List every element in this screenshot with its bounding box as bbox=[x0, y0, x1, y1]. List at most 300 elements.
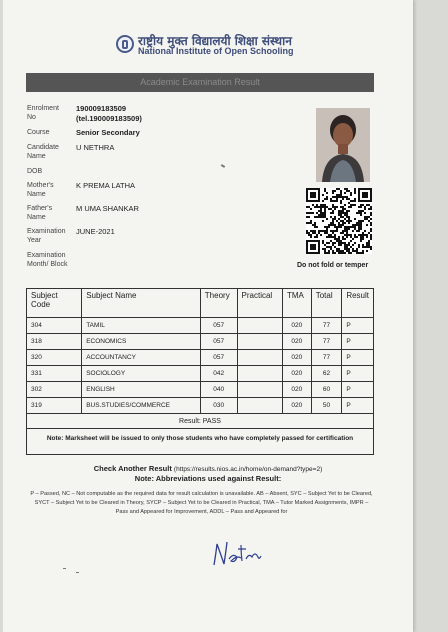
qr-module bbox=[336, 196, 338, 198]
qr-module bbox=[338, 196, 340, 198]
qr-module bbox=[308, 212, 310, 214]
table-row bbox=[27, 334, 374, 350]
qr-module bbox=[346, 236, 348, 238]
qr-module bbox=[336, 206, 338, 208]
qr-module bbox=[338, 244, 340, 246]
table-row bbox=[27, 318, 374, 334]
qr-module bbox=[344, 238, 346, 240]
qr-module bbox=[362, 210, 364, 212]
col-subject-code: Subject Code bbox=[27, 289, 82, 318]
qr-module bbox=[310, 208, 312, 210]
qr-module bbox=[326, 252, 328, 254]
qr-module bbox=[352, 248, 354, 250]
qr-module bbox=[344, 228, 346, 230]
subject-name: TAMIL bbox=[82, 318, 201, 334]
qr-module bbox=[368, 216, 370, 218]
qr-module bbox=[370, 218, 372, 220]
qr-module bbox=[356, 250, 358, 252]
qr-module bbox=[322, 204, 324, 206]
qr-module bbox=[342, 230, 344, 232]
qr-module bbox=[332, 250, 334, 252]
table-row bbox=[27, 382, 374, 398]
qr-module bbox=[306, 232, 308, 234]
qr-module bbox=[364, 208, 366, 210]
qr-module bbox=[362, 244, 364, 246]
qr-module bbox=[336, 200, 338, 202]
qr-module bbox=[342, 252, 344, 254]
theory-marks: 040 bbox=[200, 382, 237, 398]
qr-module bbox=[356, 248, 358, 250]
qr-module bbox=[368, 240, 370, 242]
qr-module bbox=[360, 224, 362, 226]
qr-module bbox=[318, 216, 320, 218]
smudge-mark bbox=[221, 164, 225, 168]
qr-module bbox=[330, 212, 332, 214]
qr-module bbox=[336, 228, 338, 230]
qr-module bbox=[338, 212, 340, 214]
qr-module bbox=[342, 222, 344, 224]
subject-code: 302 bbox=[27, 382, 82, 398]
qr-module bbox=[350, 204, 352, 206]
col-tma: TMA bbox=[282, 289, 311, 318]
qr-module bbox=[314, 206, 316, 208]
qr-module bbox=[326, 226, 328, 228]
qr-module bbox=[348, 202, 350, 204]
table-row bbox=[27, 366, 374, 382]
qr-module bbox=[370, 238, 372, 240]
qr-module bbox=[308, 206, 310, 208]
qr-module bbox=[350, 220, 352, 222]
qr-module bbox=[332, 232, 334, 234]
qr-module bbox=[360, 228, 362, 230]
qr-module bbox=[370, 208, 372, 210]
qr-module bbox=[348, 220, 350, 222]
total-marks: 60 bbox=[311, 382, 342, 398]
dob-label: DOB bbox=[27, 168, 43, 175]
qr-module bbox=[370, 222, 372, 224]
table-row bbox=[27, 398, 374, 414]
qr-module bbox=[310, 220, 312, 222]
qr-module bbox=[306, 222, 308, 224]
marksheet-page bbox=[3, 0, 413, 632]
qr-module bbox=[314, 230, 316, 232]
qr-module bbox=[342, 198, 344, 200]
qr-module bbox=[358, 222, 360, 224]
enrolment-label: Enrolment No bbox=[27, 105, 59, 121]
total-marks: 62 bbox=[311, 366, 342, 382]
qr-module bbox=[350, 226, 352, 228]
subject-code: 331 bbox=[27, 366, 82, 382]
tma-marks: 020 bbox=[282, 334, 311, 350]
qr-module bbox=[314, 216, 316, 218]
qr-module bbox=[338, 226, 340, 228]
marks-table-header bbox=[27, 289, 374, 318]
qr-module bbox=[342, 242, 344, 244]
qr-module bbox=[362, 238, 364, 240]
qr-module bbox=[340, 216, 342, 218]
qr-module bbox=[322, 212, 324, 214]
qr-module bbox=[330, 198, 332, 200]
qr-module bbox=[326, 232, 328, 234]
qr-module bbox=[342, 206, 344, 208]
subject-result: P bbox=[342, 350, 374, 366]
theory-marks: 057 bbox=[200, 334, 237, 350]
qr-module bbox=[346, 196, 348, 198]
qr-module bbox=[342, 196, 344, 198]
marks-table bbox=[26, 288, 374, 414]
qr-module bbox=[344, 196, 346, 198]
subject-code: 320 bbox=[27, 350, 82, 366]
qr-module bbox=[328, 226, 330, 228]
qr-module bbox=[326, 230, 328, 232]
qr-module bbox=[320, 208, 322, 210]
qr-module bbox=[334, 218, 336, 220]
qr-module bbox=[330, 216, 332, 218]
qr-module bbox=[342, 232, 344, 234]
qr-module bbox=[366, 216, 368, 218]
qr-module bbox=[344, 208, 346, 210]
qr-module bbox=[322, 214, 324, 216]
theory-marks: 057 bbox=[200, 350, 237, 366]
qr-module bbox=[350, 236, 352, 238]
qr-module bbox=[330, 236, 332, 238]
qr-module bbox=[344, 244, 346, 246]
hindi-title: राष्ट्रीय मुक्त विद्यालयी शिक्षा संस्थान bbox=[138, 34, 292, 48]
subject-result: P bbox=[342, 334, 374, 350]
qr-module bbox=[322, 220, 324, 222]
qr-module bbox=[320, 216, 322, 218]
qr-module bbox=[366, 224, 368, 226]
qr-module bbox=[364, 212, 366, 214]
qr-module bbox=[366, 204, 368, 206]
practical-marks bbox=[237, 366, 282, 382]
col-subject-name: Subject Name bbox=[82, 289, 201, 318]
qr-module bbox=[346, 234, 348, 236]
qr-module bbox=[322, 240, 324, 242]
col-result: Result bbox=[342, 289, 374, 318]
qr-module bbox=[352, 224, 354, 226]
qr-module bbox=[310, 212, 312, 214]
qr-module bbox=[340, 226, 342, 228]
qr-module bbox=[366, 244, 368, 246]
handwritten-signature bbox=[211, 535, 263, 574]
do-not-fold-note: Do not fold or temper bbox=[297, 262, 369, 269]
qr-module bbox=[310, 222, 312, 224]
qr-module bbox=[342, 250, 344, 252]
qr-module bbox=[354, 198, 356, 200]
qr-module bbox=[364, 206, 366, 208]
qr-module bbox=[324, 188, 326, 190]
subject-result: P bbox=[342, 382, 374, 398]
qr-module bbox=[354, 250, 356, 252]
tma-marks: 020 bbox=[282, 350, 311, 366]
qr-module bbox=[360, 210, 362, 212]
qr-module bbox=[350, 192, 352, 194]
qr-module bbox=[312, 224, 314, 226]
qr-module bbox=[358, 212, 360, 214]
tma-marks: 020 bbox=[282, 366, 311, 382]
qr-module bbox=[326, 206, 328, 208]
qr-module bbox=[338, 252, 340, 254]
qr-module bbox=[358, 226, 360, 228]
qr-module bbox=[360, 220, 362, 222]
qr-module bbox=[326, 246, 328, 248]
qr-module bbox=[360, 214, 362, 216]
qr-module bbox=[336, 248, 338, 250]
qr-module bbox=[340, 190, 342, 192]
qr-module bbox=[362, 232, 364, 234]
qr-module bbox=[370, 248, 372, 250]
qr-module bbox=[348, 242, 350, 244]
qr-module bbox=[334, 252, 336, 254]
qr-finder bbox=[362, 192, 368, 198]
qr-module bbox=[326, 242, 328, 244]
qr-module bbox=[322, 230, 324, 232]
qr-module bbox=[314, 232, 316, 234]
marksheet-note: Note: Marksheet will be issued to only those students who have completely passed for certification bbox=[26, 429, 374, 455]
qr-module bbox=[350, 206, 352, 208]
qr-module bbox=[332, 224, 334, 226]
qr-module bbox=[340, 244, 342, 246]
qr-module bbox=[366, 236, 368, 238]
qr-module bbox=[362, 246, 364, 248]
qr-module bbox=[322, 194, 324, 196]
abbreviations-title: Note: Abbreviations used against Result: bbox=[134, 474, 282, 483]
qr-module bbox=[362, 236, 364, 238]
qr-module bbox=[318, 230, 320, 232]
qr-module bbox=[366, 246, 368, 248]
qr-module bbox=[324, 248, 326, 250]
qr-module bbox=[338, 238, 340, 240]
subject-name: ECONOMICS bbox=[82, 334, 201, 350]
qr-module bbox=[324, 252, 326, 254]
qr-module bbox=[328, 250, 330, 252]
qr-module bbox=[354, 192, 356, 194]
qr-module bbox=[344, 252, 346, 254]
qr-module bbox=[324, 216, 326, 218]
practical-marks bbox=[237, 382, 282, 398]
qr-module bbox=[308, 222, 310, 224]
enrolment-tel: (tel.190009183509) bbox=[76, 114, 142, 123]
smudge-mark bbox=[63, 568, 66, 569]
qr-module bbox=[342, 236, 344, 238]
qr-module bbox=[344, 246, 346, 248]
qr-module bbox=[332, 204, 334, 206]
qr-module bbox=[346, 210, 348, 212]
qr-module bbox=[370, 224, 372, 226]
qr-module bbox=[330, 222, 332, 224]
qr-module bbox=[312, 230, 314, 232]
qr-module bbox=[330, 208, 332, 210]
institute-header bbox=[116, 34, 296, 58]
practical-marks bbox=[237, 334, 282, 350]
qr-module bbox=[324, 190, 326, 192]
qr-module bbox=[314, 224, 316, 226]
qr-module bbox=[340, 214, 342, 216]
qr-module bbox=[334, 226, 336, 228]
qr-module bbox=[338, 188, 340, 190]
qr-module bbox=[324, 212, 326, 214]
qr-module bbox=[326, 228, 328, 230]
qr-module bbox=[344, 212, 346, 214]
qr-module bbox=[332, 244, 334, 246]
qr-module bbox=[340, 242, 342, 244]
qr-module bbox=[354, 218, 356, 220]
qr-module bbox=[346, 198, 348, 200]
qr-module bbox=[362, 204, 364, 206]
qr-module bbox=[360, 226, 362, 228]
qr-module bbox=[352, 200, 354, 202]
total-marks: 77 bbox=[311, 334, 342, 350]
qr-module bbox=[316, 226, 318, 228]
qr-module bbox=[338, 194, 340, 196]
qr-module bbox=[356, 230, 358, 232]
qr-module bbox=[348, 206, 350, 208]
qr-module bbox=[360, 234, 362, 236]
qr-module bbox=[332, 212, 334, 214]
qr-module bbox=[358, 244, 360, 246]
qr-module bbox=[348, 218, 350, 220]
qr-module bbox=[332, 222, 334, 224]
qr-module bbox=[334, 208, 336, 210]
exam-year-value: JUNE-2021 bbox=[76, 227, 115, 236]
father-label: Father's Name bbox=[27, 205, 53, 221]
qr-module bbox=[350, 234, 352, 236]
qr-module bbox=[350, 246, 352, 248]
qr-module bbox=[348, 244, 350, 246]
qr-module bbox=[324, 244, 326, 246]
qr-module bbox=[332, 252, 334, 254]
qr-module bbox=[322, 206, 324, 208]
abbreviations-text: P – Passed, NC – Not computable as the required data for result calculation is unavailable. AB – Absent, SYC – Subject Yet to be Cleared, SYCT – Subject Yet to be Cleared in Theory, SYCP – Subject Yet to be Cleared in Practical, TMA – Tutor Marked Assignments, IMPR – Pass and Appeared for Improvement, ADDL – Pass and Appeared for bbox=[30, 491, 373, 515]
qr-module bbox=[358, 252, 360, 254]
qr-module bbox=[314, 222, 316, 224]
check-another-link[interactable]: Check Another Result bbox=[93, 464, 172, 473]
qr-module bbox=[320, 204, 322, 206]
qr-module bbox=[354, 188, 356, 190]
qr-module bbox=[330, 200, 332, 202]
qr-module bbox=[332, 200, 334, 202]
qr-module bbox=[326, 198, 328, 200]
theory-marks: 057 bbox=[200, 318, 237, 334]
qr-module bbox=[346, 190, 348, 192]
qr-module bbox=[334, 224, 336, 226]
qr-module bbox=[358, 234, 360, 236]
qr-module bbox=[344, 192, 346, 194]
qr-module bbox=[366, 242, 368, 244]
english-title: National Institute of Open Schooling bbox=[138, 46, 294, 56]
total-marks: 50 bbox=[311, 398, 342, 414]
qr-module bbox=[332, 196, 334, 198]
qr-module bbox=[340, 202, 342, 204]
qr-module bbox=[332, 242, 334, 244]
qr-module bbox=[358, 246, 360, 248]
qr-module bbox=[352, 238, 354, 240]
qr-module bbox=[334, 190, 336, 192]
qr-module bbox=[354, 224, 356, 226]
exam-year-label: Examination Year bbox=[27, 228, 66, 244]
qr-module bbox=[358, 228, 360, 230]
qr-module bbox=[336, 250, 338, 252]
qr-module bbox=[342, 212, 344, 214]
subject-code: 318 bbox=[27, 334, 82, 350]
qr-module bbox=[312, 212, 314, 214]
qr-module bbox=[322, 200, 324, 202]
qr-module bbox=[356, 212, 358, 214]
qr-module bbox=[320, 214, 322, 216]
qr-module bbox=[334, 238, 336, 240]
qr-module bbox=[368, 242, 370, 244]
qr-module bbox=[346, 212, 348, 214]
qr-module bbox=[346, 248, 348, 250]
qr-module bbox=[336, 230, 338, 232]
qr-module bbox=[332, 210, 334, 212]
qr-module bbox=[342, 224, 344, 226]
subject-name: ENGLISH bbox=[82, 382, 201, 398]
qr-module bbox=[346, 216, 348, 218]
qr-module bbox=[340, 252, 342, 254]
qr-module bbox=[336, 226, 338, 228]
qr-module bbox=[308, 216, 310, 218]
qr-module bbox=[330, 224, 332, 226]
qr-module bbox=[312, 204, 314, 206]
practical-marks bbox=[237, 350, 282, 366]
qr-module bbox=[344, 188, 346, 190]
qr-module bbox=[340, 210, 342, 212]
qr-module bbox=[350, 252, 352, 254]
qr-module bbox=[344, 222, 346, 224]
qr-module bbox=[358, 220, 360, 222]
qr-module bbox=[342, 208, 344, 210]
qr-module bbox=[330, 230, 332, 232]
qr-module bbox=[330, 240, 332, 242]
qr-module bbox=[352, 230, 354, 232]
qr-module bbox=[340, 220, 342, 222]
check-another-result bbox=[3, 464, 413, 473]
qr-module bbox=[320, 230, 322, 232]
result-title-band: Academic Examination Result bbox=[26, 73, 374, 92]
qr-finder bbox=[310, 192, 316, 198]
qr-module bbox=[342, 238, 344, 240]
qr-module bbox=[348, 210, 350, 212]
qr-module bbox=[316, 236, 318, 238]
qr-module bbox=[348, 252, 350, 254]
candidate-value: U NETHRA bbox=[76, 143, 115, 152]
qr-module bbox=[356, 224, 358, 226]
qr-module bbox=[314, 236, 316, 238]
qr-module bbox=[312, 232, 314, 234]
qr-module bbox=[340, 200, 342, 202]
table-row bbox=[27, 350, 374, 366]
total-marks: 77 bbox=[311, 318, 342, 334]
qr-module bbox=[322, 248, 324, 250]
qr-module bbox=[318, 210, 320, 212]
practical-marks bbox=[237, 398, 282, 414]
qr-module bbox=[320, 210, 322, 212]
qr-module bbox=[348, 234, 350, 236]
qr-module bbox=[316, 206, 318, 208]
nios-logo bbox=[116, 35, 134, 53]
qr-module bbox=[324, 226, 326, 228]
qr-module bbox=[358, 210, 360, 212]
qr-module bbox=[316, 234, 318, 236]
qr-module bbox=[344, 226, 346, 228]
qr-module bbox=[360, 238, 362, 240]
qr-module bbox=[346, 230, 348, 232]
qr-module bbox=[366, 250, 368, 252]
qr-module bbox=[346, 226, 348, 228]
qr-module bbox=[348, 248, 350, 250]
